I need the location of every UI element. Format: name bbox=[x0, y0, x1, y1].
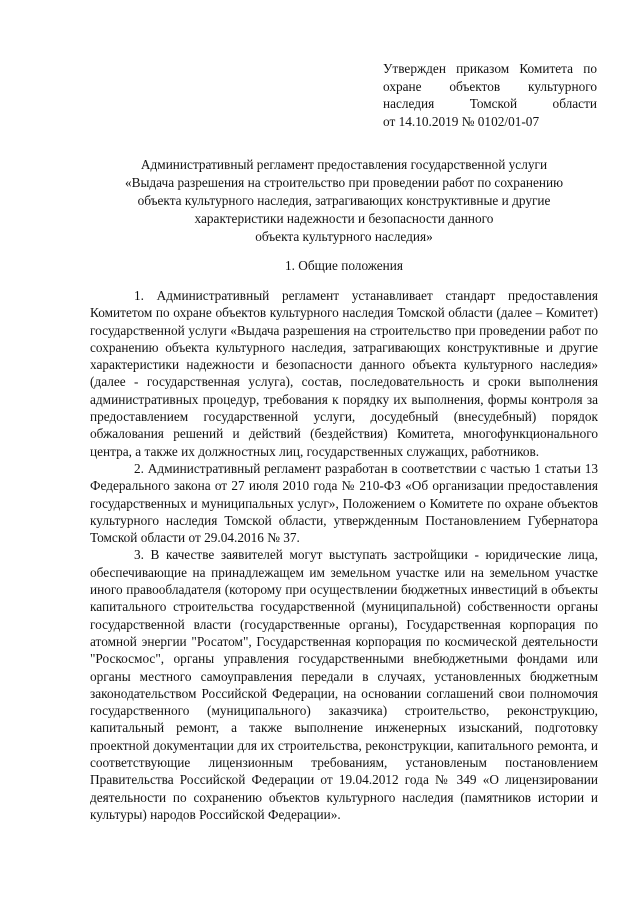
approval-line: Утвержден приказом Комитета по bbox=[383, 61, 597, 76]
approval-stamp bbox=[383, 60, 597, 130]
title-line: объекта культурного наследия, затрагивающих конструктивные и другие bbox=[137, 193, 551, 208]
paragraph-1: 1. Административный регламент устанавливает стандарт предоставления Комитетом по охране объектов культурного наследия Томской области (далее – Комитет) государственной услуги «Выдача разрешения на строительство при проведении работ по сохранению объекта культурного наследия, затрагивающих конструктивные и другие характеристики надежности и безопасности данного объекта культурного наследия» (далее - государственная услуга), состав, последовательность и сроки выполнения административных процедур, требования к порядку их выполнения, формы контроля за предоставлением государственной услуги, досудебный (внесудебный) порядок обжалования решений и действий (бездействия) Комитета, многофункционального центра, а также их должностных лиц, государственных служащих, работников. bbox=[90, 288, 598, 459]
document-body bbox=[90, 287, 598, 823]
approval-line: охране объектов культурного bbox=[383, 78, 597, 94]
title-line: объекта культурного наследия» bbox=[255, 229, 433, 244]
paragraph-2: 2. Административный регламент разработан в соответствии с частью 1 статьи 13 Федерального закона от 27 июля 2010 года № 210-ФЗ «Об организации предоставления государственных и муниципальных услуг», Положением о Комитете по охране объектов культурного наследия Томской области, утвержденным Постановлением Губернатора Томской области от 29.04.2016 № 37. bbox=[90, 460, 598, 546]
approval-date-line: от 14.10.2019 № 0102/01-07 bbox=[383, 113, 540, 129]
title-line: Административный регламент предоставления государственной услуги bbox=[140, 157, 548, 172]
approval-line: наследия Томской области bbox=[383, 96, 597, 111]
document-title bbox=[90, 156, 598, 246]
title-line: характеристики надежности и безопасности данного bbox=[194, 211, 494, 226]
paragraph-3: 3. В качестве заявителей могут выступать застройщики - юридические лица, обеспечивающие на принадлежащем им земельном участке или на земельном участке иного правообладателя (которому при осуществлении бюджетных инвестиций в объекты капитального строительства государственной (муниципальной) собственности органы государственной власти (государственные органы), Государственная корпорация по атомной энергии "Росатом", Государственная корпорация по космической деятельности "Роскосмос", органы управления государственными внебюджетными фондами или органы местного самоуправления передали в случаях, установленных бюджетным законодательством Российской Федерации, на основании соглашений свои полномочия государственного (муниципального) заказчика) строительство, реконструкцию, капитальный ремонт, а также выполнение инженерных изысканий, подготовку проектной документации для их строительства, реконструкции, капитального ремонта, и соответствующие лицензионным требованиям, установленым постановлением Правительства Российской Федерации от 19.04.2012 года № 349 «О лицензировании деятельности по сохранению объектов культурного наследия (памятников истории и культуры) народов Российской Федерации». bbox=[90, 547, 598, 822]
section-heading: 1. Общие положения bbox=[284, 258, 404, 273]
title-line: «Выдача разрешения на строительство при проведении работ по сохранению bbox=[124, 175, 564, 190]
